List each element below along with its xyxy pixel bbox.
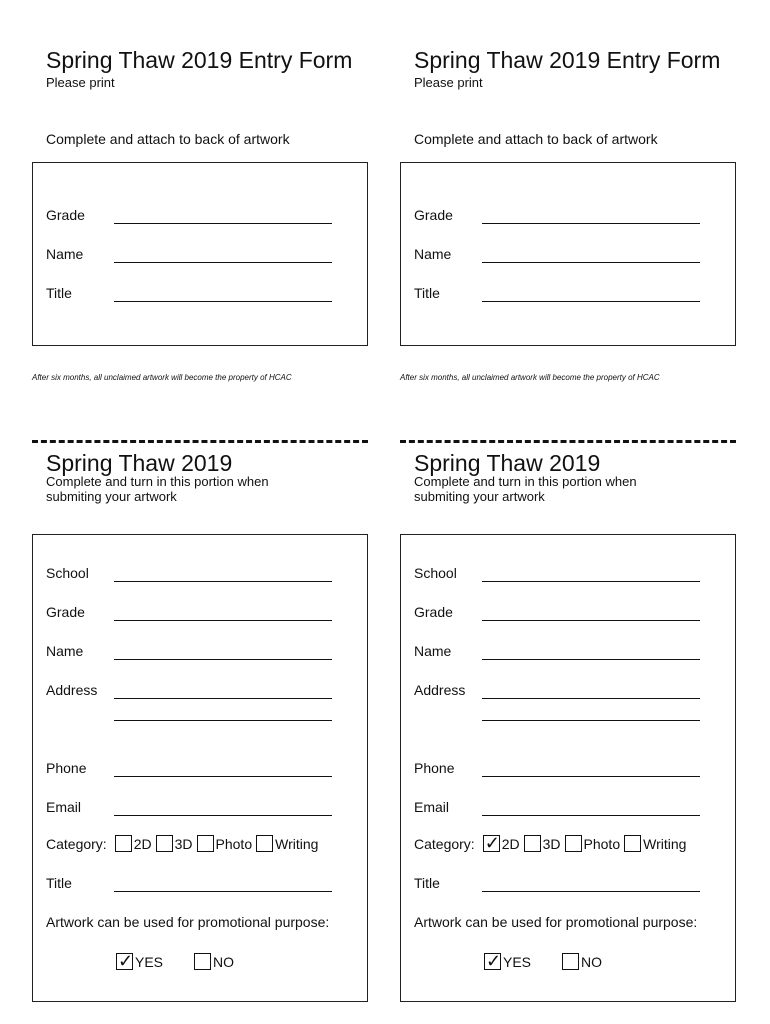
promo-option-label: YES — [503, 953, 532, 970]
entry-subtitle: Please print — [414, 75, 483, 90]
category-checkbox[interactable] — [624, 835, 641, 852]
submission-field-line[interactable] — [482, 659, 700, 660]
submission-subtitle-line1: Complete and turn in this portion when — [414, 474, 637, 489]
submission-field-line[interactable] — [114, 815, 332, 816]
entry-field-label: Name — [46, 246, 84, 262]
entry-field-label: Title — [46, 285, 72, 301]
unclaimed-note: After six months, all unclaimed artwork will become the property of HCAC — [32, 373, 292, 382]
promo-option-label: NO — [581, 953, 602, 970]
category-option-label: Photo — [583, 835, 621, 852]
submission-title-field-line[interactable] — [482, 891, 700, 892]
category-option-label: 3D — [174, 835, 193, 852]
category-option-label: 2D — [133, 835, 152, 852]
promo-question: Artwork can be used for promotional purpose: — [414, 914, 698, 930]
entry-field-line[interactable] — [114, 262, 332, 263]
submission-subtitle-line2: submiting your artwork — [46, 489, 177, 504]
cut-line — [32, 440, 368, 443]
submission-field-line[interactable] — [482, 620, 700, 621]
submission-field-line[interactable] — [114, 776, 332, 777]
submission-title-field-label: Title — [46, 875, 72, 891]
submission-field-label: Grade — [46, 604, 85, 620]
submission-subtitle-line2: submiting your artwork — [414, 489, 545, 504]
promo-checkbox-no[interactable] — [194, 953, 211, 970]
submission-field-label: Email — [414, 799, 450, 815]
category-label: Category: — [46, 835, 107, 852]
category-checkbox[interactable] — [156, 835, 173, 852]
category-option-label: Photo — [215, 835, 253, 852]
category-option-label: Writing — [275, 835, 319, 852]
category-checkbox[interactable] — [115, 835, 132, 852]
entry-field-line[interactable] — [482, 301, 700, 302]
submission-field-label: School — [414, 565, 457, 581]
promo-checkbox-yes[interactable] — [116, 953, 133, 970]
category-checkbox[interactable] — [565, 835, 582, 852]
promo-checkbox-yes[interactable] — [484, 953, 501, 970]
submission-field-label: School — [46, 565, 89, 581]
category-option-label: Writing — [643, 835, 687, 852]
promo-option-label: NO — [213, 953, 234, 970]
category-row — [46, 835, 322, 852]
category-row — [414, 835, 690, 852]
submission-field-label: Name — [46, 643, 84, 659]
submission-field-line[interactable] — [114, 659, 332, 660]
check-mark-icon: ✓ — [484, 833, 500, 853]
address-line-2[interactable] — [482, 720, 700, 721]
submission-subtitle-line1: Complete and turn in this portion when — [46, 474, 269, 489]
promo-option — [484, 953, 535, 970]
entry-field-line[interactable] — [482, 223, 700, 224]
category-checkbox[interactable] — [524, 835, 541, 852]
entry-title: Spring Thaw 2019 Entry Form — [46, 47, 353, 73]
category-checkbox[interactable] — [197, 835, 214, 852]
entry-instruction: Complete and attach to back of artwork — [414, 131, 658, 147]
submission-field-label: Phone — [414, 760, 455, 776]
submission-title-field-label: Title — [414, 875, 440, 891]
entry-subtitle: Please print — [46, 75, 115, 90]
submission-field-line[interactable] — [482, 776, 700, 777]
category-checkbox[interactable] — [256, 835, 273, 852]
entry-field-line[interactable] — [482, 262, 700, 263]
category-option-label: 3D — [542, 835, 561, 852]
submission-field-line[interactable] — [114, 698, 332, 699]
submission-field-label: Email — [46, 799, 82, 815]
submission-field-label: Name — [414, 643, 452, 659]
entry-field-line[interactable] — [114, 223, 332, 224]
address-line-2[interactable] — [114, 720, 332, 721]
promo-checkbox-no[interactable] — [562, 953, 579, 970]
submission-title-field-line[interactable] — [114, 891, 332, 892]
category-option-label: 2D — [501, 835, 520, 852]
submission-title: Spring Thaw 2019 — [46, 450, 233, 476]
entry-instruction: Complete and attach to back of artwork — [46, 131, 290, 147]
promo-option-label: YES — [135, 953, 164, 970]
submission-field-label: Phone — [46, 760, 87, 776]
submission-field-line[interactable] — [482, 815, 700, 816]
category-checkbox[interactable] — [483, 835, 500, 852]
submission-field-label: Address — [414, 682, 466, 698]
cut-line — [400, 440, 736, 443]
entry-field-line[interactable] — [114, 301, 332, 302]
entry-field-label: Name — [414, 246, 452, 262]
entry-field-label: Title — [414, 285, 440, 301]
entry-field-label: Grade — [414, 207, 453, 223]
submission-field-line[interactable] — [482, 581, 700, 582]
promo-option — [116, 953, 167, 970]
promo-option — [562, 953, 606, 970]
promo-question: Artwork can be used for promotional purpose: — [46, 914, 330, 930]
entry-title: Spring Thaw 2019 Entry Form — [414, 47, 721, 73]
promo-option — [194, 953, 238, 970]
submission-field-label: Address — [46, 682, 98, 698]
submission-field-line[interactable] — [482, 698, 700, 699]
check-mark-icon: ✓ — [486, 951, 502, 971]
submission-field-line[interactable] — [114, 620, 332, 621]
category-label: Category: — [414, 835, 475, 852]
submission-field-label: Grade — [414, 604, 453, 620]
submission-field-line[interactable] — [114, 581, 332, 582]
unclaimed-note: After six months, all unclaimed artwork will become the property of HCAC — [400, 373, 660, 382]
check-mark-icon: ✓ — [118, 951, 134, 971]
entry-field-label: Grade — [46, 207, 85, 223]
submission-title: Spring Thaw 2019 — [414, 450, 601, 476]
